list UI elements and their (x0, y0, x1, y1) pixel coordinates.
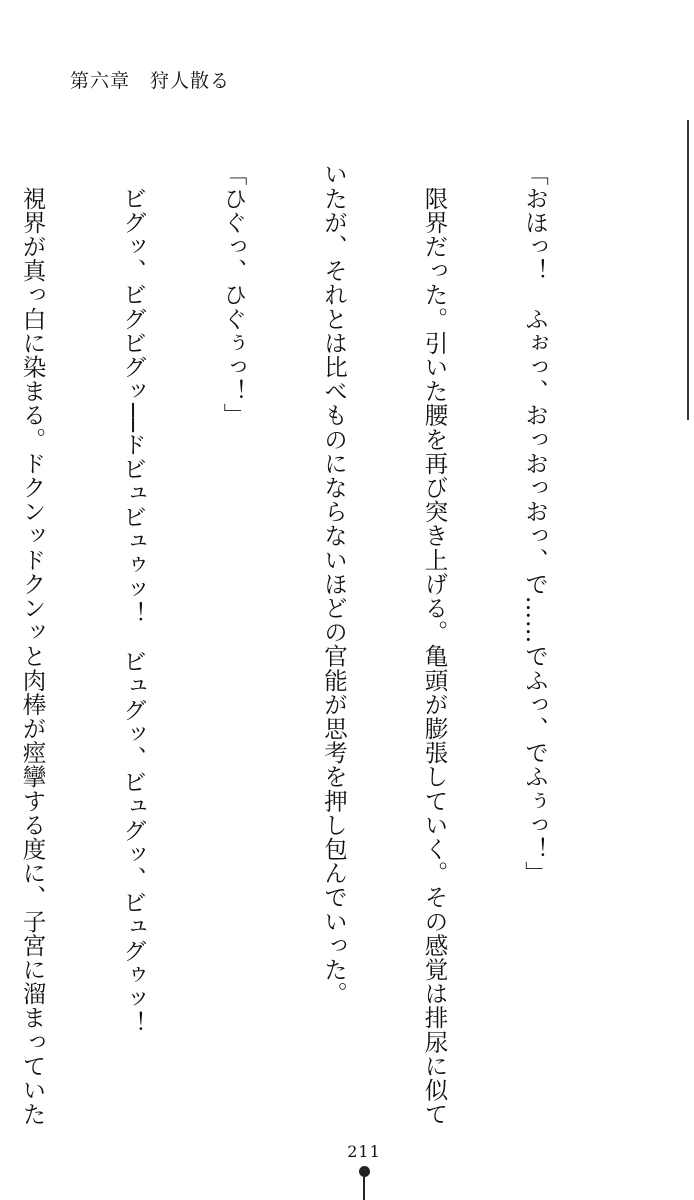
text-line: 「おほっ！ ふぉっ、おっおっおっ、で……でふっ、でふぅっ！」 (521, 162, 549, 885)
text-line: 限界だった。引いた腰を再び突き上げる。亀頭が膨張していく。その感覚は排尿に似て (420, 162, 449, 1126)
chapter-header: 第六章 狩人散る (70, 70, 231, 92)
page-marker-stem (363, 1177, 365, 1200)
page-edge-rule (687, 120, 689, 420)
text-line: 「ひぐっ、ひぐぅっ！」 (219, 162, 248, 428)
vertical-body-text (18, 162, 618, 1142)
page-number: 211 (347, 1142, 381, 1161)
text-line: いたが、それとは比べものにならないほどの官能が思考を押し包んでいった。 (320, 162, 348, 1006)
text-line: 視界が真っ白に染まる。ドクンッドクンッと肉棒が痙攣する度に、子宮に溜まっていた (18, 162, 47, 1126)
text-line: ビグッ、ビグビグッ──ドビュビュゥッ！ ビュグッ、ビュグッ、ビュグゥッ！ (119, 162, 147, 1035)
page-marker-dot (359, 1166, 370, 1177)
